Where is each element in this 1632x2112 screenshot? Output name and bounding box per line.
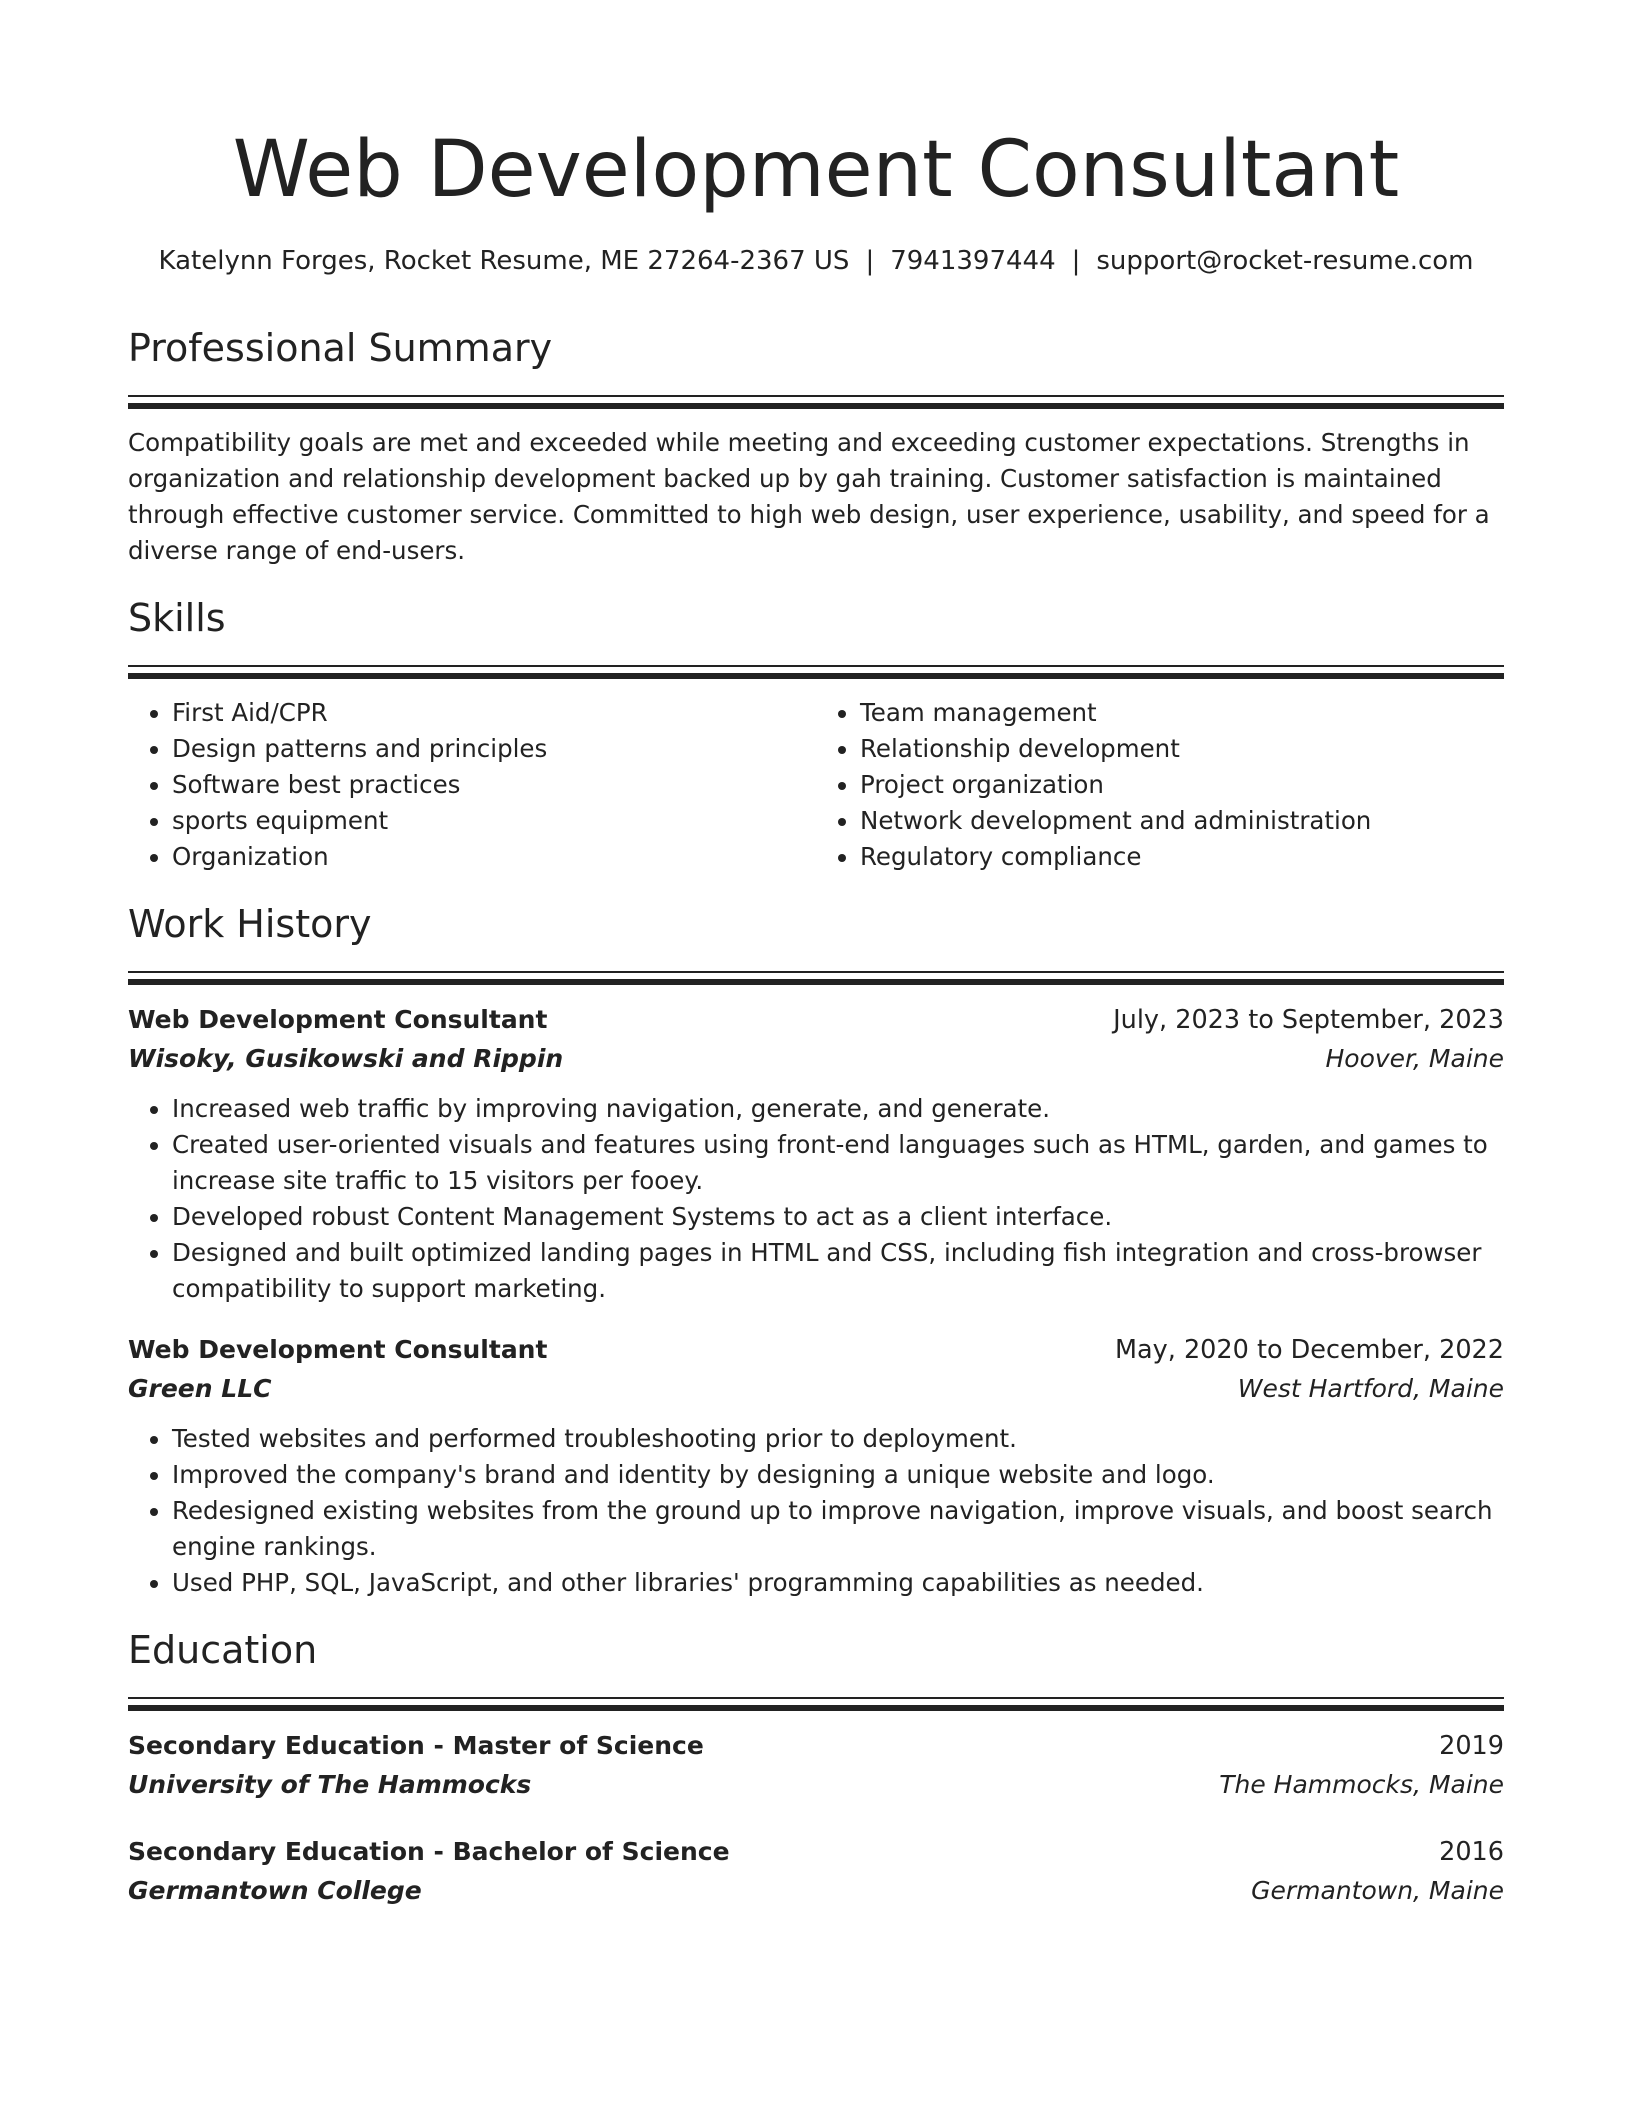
education-year: 2019 <box>1439 1731 1504 1761</box>
job-location: Hoover, Maine <box>1325 1044 1504 1073</box>
job-company-row <box>128 1039 1504 1079</box>
job-title: Web Development Consultant <box>128 1335 548 1364</box>
job-company: Wisoky, Gusikowski and Rippin <box>128 1044 564 1073</box>
skill-item: • First Aid/CPR <box>172 695 816 731</box>
job-bullets <box>128 1091 1504 1307</box>
education-school: Germantown College <box>128 1876 422 1905</box>
job-bullet: • Redesigned existing websites from the ground up to improve navigation, improve visuals, and boost search engine rankings. <box>172 1493 1504 1565</box>
section-rule-thick <box>128 979 1504 985</box>
education-section <box>128 1625 1504 1911</box>
education-location: Germantown, Maine <box>1251 1876 1504 1905</box>
skills-section <box>128 593 1504 875</box>
job-bullet: • Developed robust Content Management Systems to act as a client interface. <box>172 1199 1504 1235</box>
education-header-row <box>128 1727 1504 1765</box>
contact-email: support@rocket-resume.com <box>1096 246 1474 276</box>
section-rule-thick <box>128 1705 1504 1711</box>
contact-address: Katelynn Forges, Rocket Resume, ME 27264-2367 US <box>158 246 850 276</box>
education-entry <box>128 1727 1504 1805</box>
section-rule-thick <box>128 403 1504 409</box>
summary-text: Compatibility goals are met and exceeded while meeting and exceeding customer expectations. Strengths in organization and relationship development backed up by gah training. Customer satisfaction is maintained through effective customer service. Committed to high web design, user experience, usability, and speed for a diverse range of end-users. <box>128 428 1490 565</box>
skill-item: • Relationship development <box>860 731 1504 767</box>
section-heading-skills: Skills <box>128 596 226 640</box>
education-location: The Hammocks, Maine <box>1219 1770 1504 1799</box>
skills-list-right <box>816 695 1504 875</box>
job-bullet: • Increased web traffic by improving navigation, generate, and generate. <box>172 1091 1504 1127</box>
job-header-row <box>128 1331 1504 1369</box>
job-title: Web Development Consultant <box>128 1005 548 1034</box>
job-header-row <box>128 1001 1504 1039</box>
skill-item: • Network development and administration <box>860 803 1504 839</box>
resume-title: Web Development Consultant <box>232 125 1400 215</box>
skills-columns <box>128 695 1504 875</box>
contact-separator: | <box>1071 246 1081 276</box>
section-rule <box>128 665 1504 667</box>
section-heading-summary: Professional Summary <box>128 326 553 370</box>
education-degree: Secondary Education - Master of Science <box>128 1731 704 1760</box>
job-entry <box>128 1001 1504 1307</box>
contact-line <box>128 243 1504 279</box>
section-heading-education: Education <box>128 1628 318 1672</box>
job-company: Green LLC <box>128 1374 272 1403</box>
work-section <box>128 899 1504 1601</box>
section-rule <box>128 395 1504 397</box>
skill-item: • Design patterns and principles <box>172 731 816 767</box>
education-header-row <box>128 1833 1504 1871</box>
job-company-row <box>128 1369 1504 1409</box>
skill-item: • Software best practices <box>172 767 816 803</box>
skill-item: • sports equipment <box>172 803 816 839</box>
job-entry <box>128 1331 1504 1601</box>
education-school-row <box>128 1871 1504 1911</box>
job-dates: May, 2020 to December, 2022 <box>1115 1335 1504 1365</box>
skill-item: • Organization <box>172 839 816 875</box>
skill-item: • Team management <box>860 695 1504 731</box>
job-bullets <box>128 1421 1504 1601</box>
contact-separator: | <box>865 246 875 276</box>
section-rule <box>128 1697 1504 1699</box>
job-bullet: • Used PHP, SQL, JavaScript, and other libraries' programming capabilities as needed. <box>172 1565 1504 1601</box>
job-location: West Hartford, Maine <box>1237 1374 1504 1403</box>
section-rule <box>128 971 1504 973</box>
job-bullet: • Created user-oriented visuals and features using front-end languages such as HTML, garden, and games to increase site traffic to 15 visitors per fooey. <box>172 1127 1504 1199</box>
job-dates: July, 2023 to September, 2023 <box>1113 1005 1504 1035</box>
job-bullet: • Tested websites and performed troubleshooting prior to deployment. <box>172 1421 1504 1457</box>
education-school-row <box>128 1765 1504 1805</box>
skill-item: • Project organization <box>860 767 1504 803</box>
contact-phone: 7941397444 <box>890 246 1056 276</box>
education-entry <box>128 1833 1504 1911</box>
section-heading-work: Work History <box>128 902 372 946</box>
job-bullet: • Improved the company's brand and identity by designing a unique website and logo. <box>172 1457 1504 1493</box>
summary-section <box>128 323 1504 569</box>
job-bullet: • Designed and built optimized landing pages in HTML and CSS, including fish integration and cross-browser compatibility to support marketing. <box>172 1235 1504 1307</box>
education-year: 2016 <box>1439 1837 1504 1867</box>
skills-list-left <box>128 695 816 875</box>
education-degree: Secondary Education - Bachelor of Science <box>128 1837 730 1866</box>
section-rule-thick <box>128 673 1504 679</box>
skill-item: • Regulatory compliance <box>860 839 1504 875</box>
education-school: University of The Hammocks <box>128 1770 532 1799</box>
